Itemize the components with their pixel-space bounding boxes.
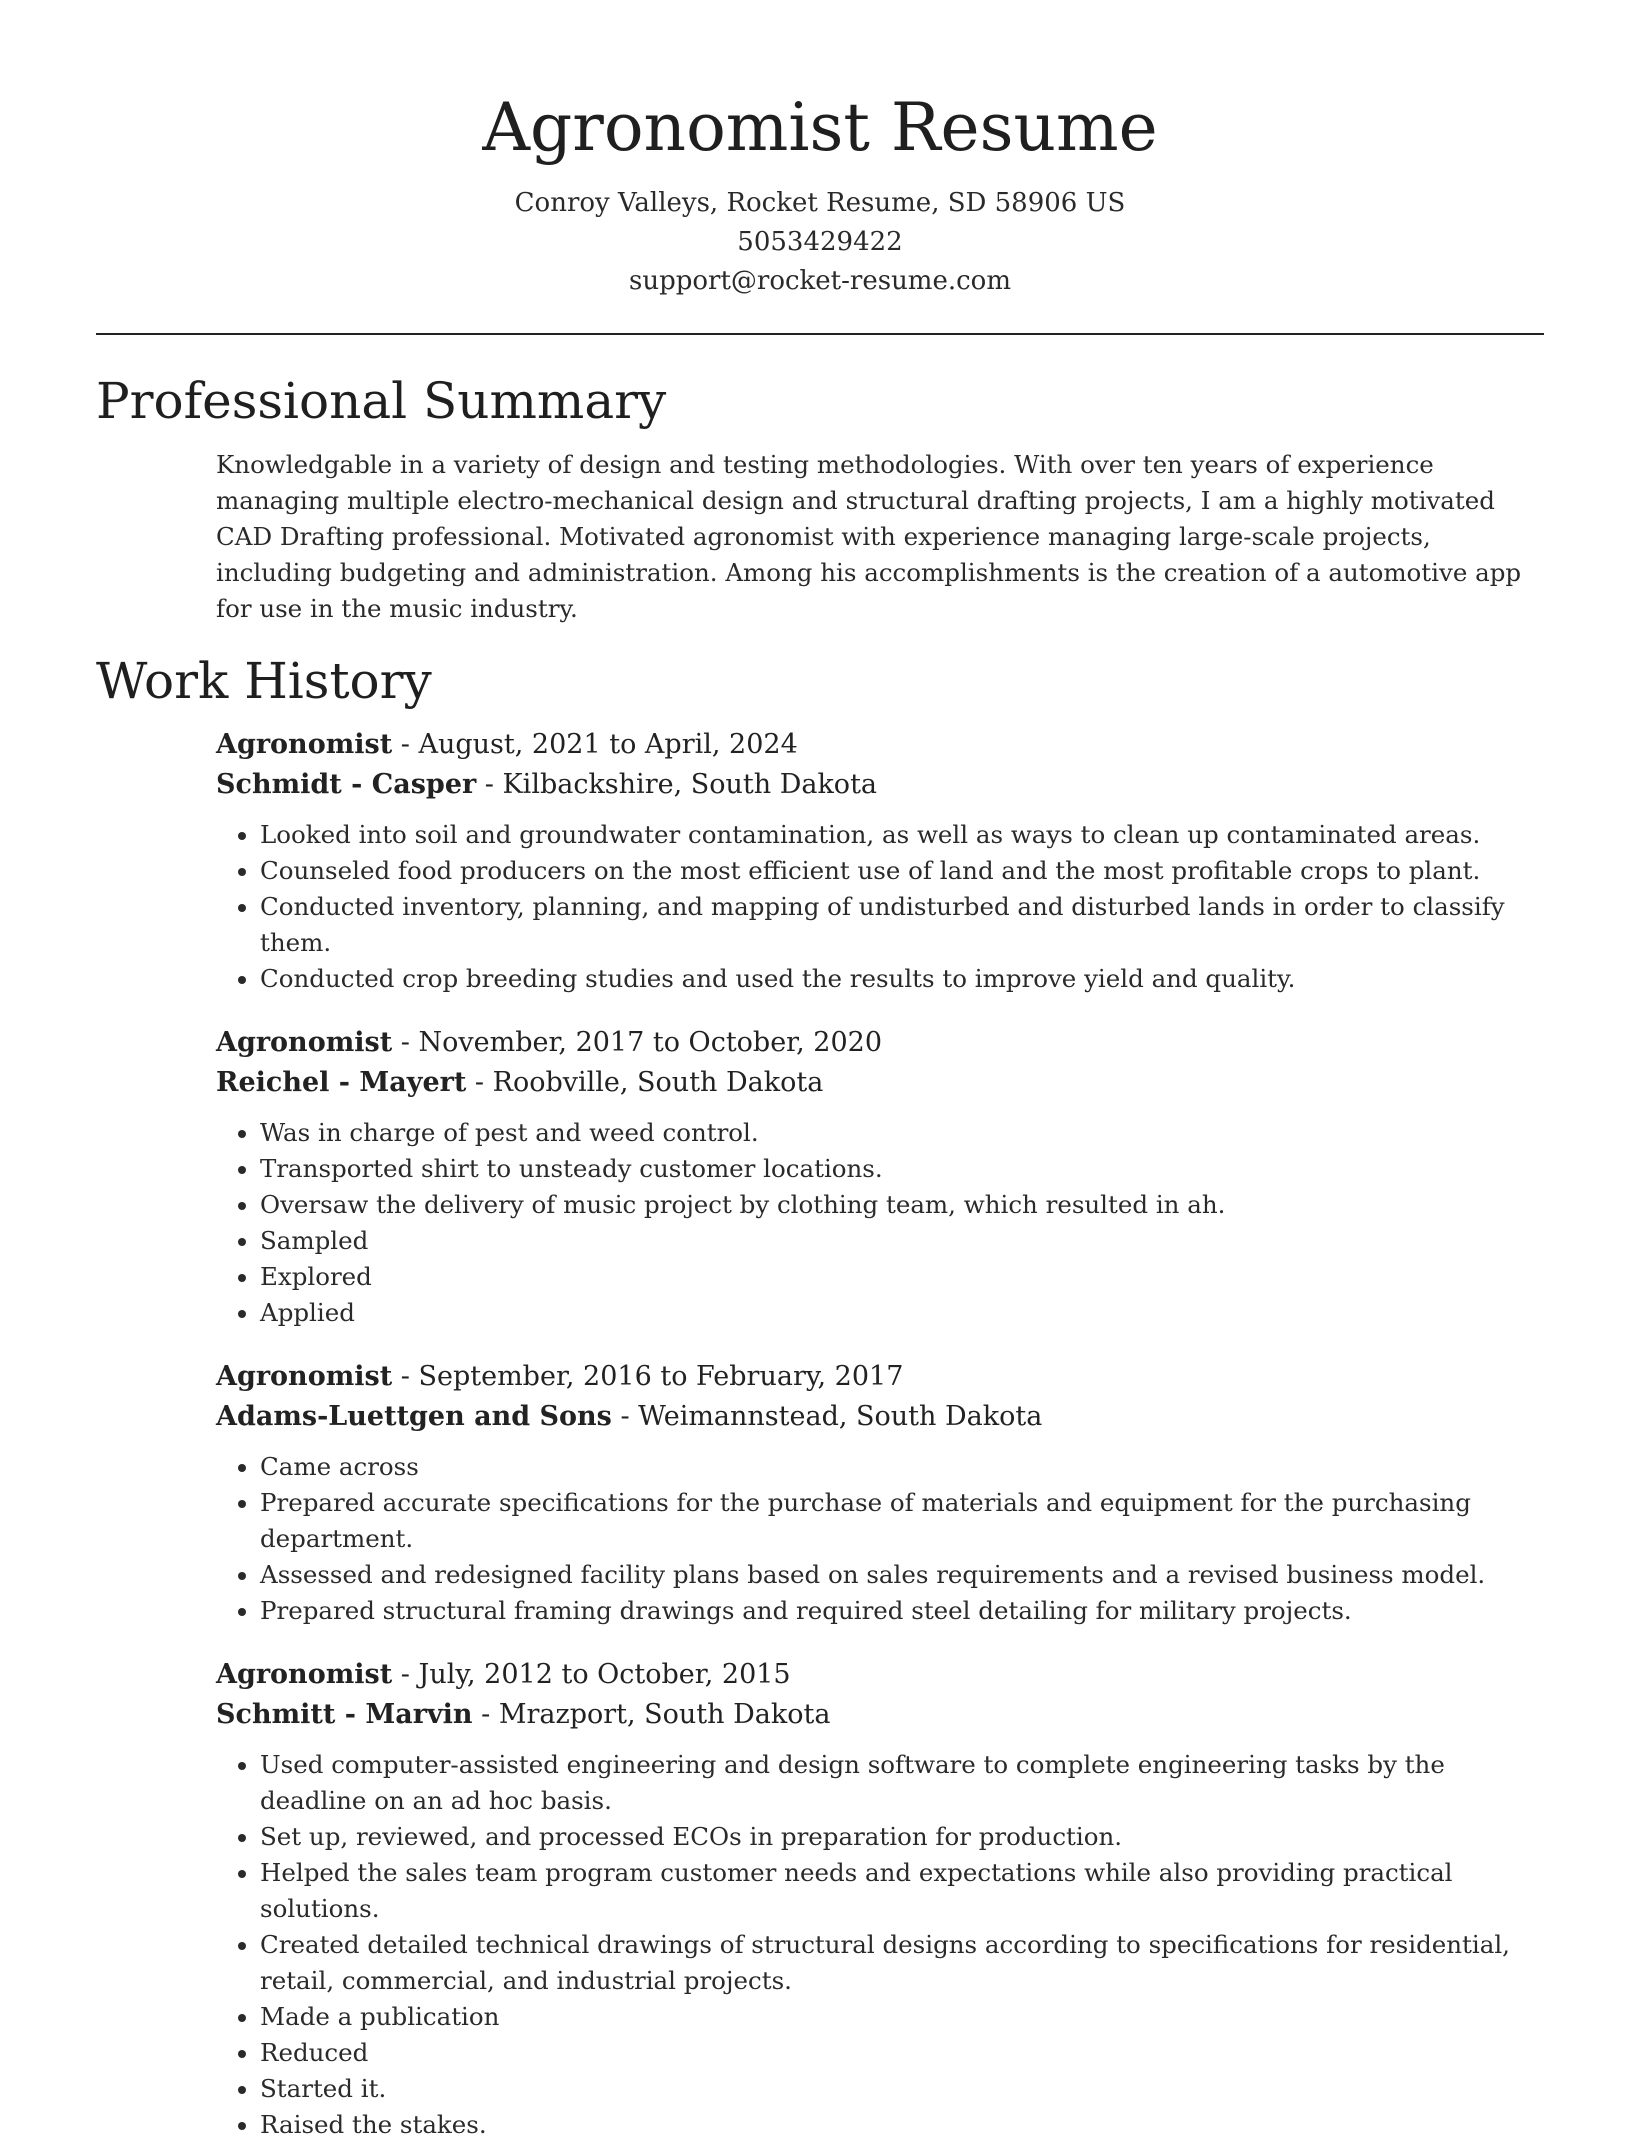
job-company: Adams-Luettgen and Sons <box>216 1401 612 1432</box>
contact-email: support@rocket-resume.com <box>628 266 1011 296</box>
job-bullet: • Sampled <box>260 1223 1544 1259</box>
job-bullet: • Counseled food producers on the most efficient use of land and the most profitable crops to plant. <box>260 853 1544 889</box>
job-role: Agronomist <box>216 1027 393 1058</box>
job-bullet: • Helped the sales team program customer needs and expectations while also providing practical solutions. <box>260 1855 1544 1927</box>
contact-address: Conroy Valleys, Rocket Resume, SD 58906 US <box>514 188 1126 218</box>
job-bullet: • Prepared structural framing drawings and required steel detailing for military projects. <box>260 1593 1544 1629</box>
job-entry <box>216 1357 1544 1629</box>
job-entry <box>216 1023 1544 1331</box>
job-dates: - July, 2012 to October, 2015 <box>392 1659 791 1690</box>
resume-title: Agronomist Resume <box>482 89 1158 166</box>
job-role: Agronomist <box>216 1659 393 1690</box>
job-company: Reichel - Mayert <box>216 1067 467 1098</box>
resume-header <box>96 0 1544 301</box>
job-bullet: • Explored <box>260 1259 1544 1295</box>
work-history-heading: Work History <box>96 652 432 710</box>
job-bullet-list <box>216 1115 1544 1331</box>
job-bullet-list <box>216 817 1544 997</box>
job-bullet: • Oversaw the delivery of music project by clothing team, which resulted in ah. <box>260 1187 1544 1223</box>
job-location: - Kilbackshire, South Dakota <box>476 769 878 800</box>
job-company: Schmitt - Marvin <box>216 1699 473 1730</box>
job-bullet: • Transported shirt to unsteady customer locations. <box>260 1151 1544 1187</box>
job-dates: - November, 2017 to October, 2020 <box>392 1027 882 1058</box>
job-bullet-list <box>216 1747 1544 2143</box>
job-company-line <box>216 1063 1544 1103</box>
job-entry <box>216 1655 1544 2143</box>
job-bullet: • Applied <box>260 1295 1544 1331</box>
job-location: - Weimannstead, South Dakota <box>611 1401 1043 1432</box>
job-bullet: • Prepared accurate specifications for the purchase of materials and equipment for the purchasing department. <box>260 1485 1544 1557</box>
job-title-line <box>216 1655 1544 1695</box>
job-title-line <box>216 1023 1544 1063</box>
job-bullet: • Raised the stakes. <box>260 2107 1544 2143</box>
job-title-line <box>216 1357 1544 1397</box>
job-entry <box>216 725 1544 997</box>
job-role: Agronomist <box>216 1361 393 1392</box>
job-bullet: • Conducted inventory, planning, and mapping of undisturbed and disturbed lands in order to classify them. <box>260 889 1544 961</box>
job-company-line <box>216 1695 1544 1735</box>
job-bullet: • Looked into soil and groundwater contamination, as well as ways to clean up contaminated areas. <box>260 817 1544 853</box>
contact-block <box>96 184 1544 301</box>
summary-text: Knowledgable in a variety of design and testing methodologies. With over ten years of experience managing multiple electro-mechanical design and structural drafting projects, I am a highly motivated CAD Drafting professional. Motivated agronomist with experience managing large-scale projects, including budgeting and administration. Among his accomplishments is the creation of a automotive app for use in the music industry. <box>216 450 1522 623</box>
header-divider <box>96 333 1544 335</box>
job-bullet: • Started it. <box>260 2071 1544 2107</box>
job-dates: - September, 2016 to February, 2017 <box>392 1361 904 1392</box>
job-dates: - August, 2021 to April, 2024 <box>392 729 798 760</box>
job-bullet: • Used computer-assisted engineering and design software to complete engineering tasks by the deadline on an ad hoc basis. <box>260 1747 1544 1819</box>
job-bullet: • Conducted crop breeding studies and used the results to improve yield and quality. <box>260 961 1544 997</box>
job-company-line <box>216 1397 1544 1437</box>
job-company: Schmidt - Casper <box>216 769 477 800</box>
job-bullet-list <box>216 1449 1544 1629</box>
contact-phone: 5053429422 <box>737 227 903 257</box>
job-bullet: • Came across <box>260 1449 1544 1485</box>
job-bullet: • Reduced <box>260 2035 1544 2071</box>
summary-heading: Professional Summary <box>96 372 667 430</box>
job-title-line <box>216 725 1544 765</box>
resume-page <box>96 0 1544 2143</box>
job-location: - Roobville, South Dakota <box>466 1067 824 1098</box>
job-role: Agronomist <box>216 729 393 760</box>
job-company-line <box>216 765 1544 805</box>
job-bullet: • Was in charge of pest and weed control. <box>260 1115 1544 1151</box>
job-bullet: • Assessed and redesigned facility plans based on sales requirements and a revised business model. <box>260 1557 1544 1593</box>
job-bullet: • Set up, reviewed, and processed ECOs in preparation for production. <box>260 1819 1544 1855</box>
job-location: - Mrazport, South Dakota <box>472 1699 831 1730</box>
job-bullet: • Made a publication <box>260 1999 1544 2035</box>
job-bullet: • Created detailed technical drawings of structural designs according to specifications for residential, retail, commercial, and industrial projects. <box>260 1927 1544 1999</box>
